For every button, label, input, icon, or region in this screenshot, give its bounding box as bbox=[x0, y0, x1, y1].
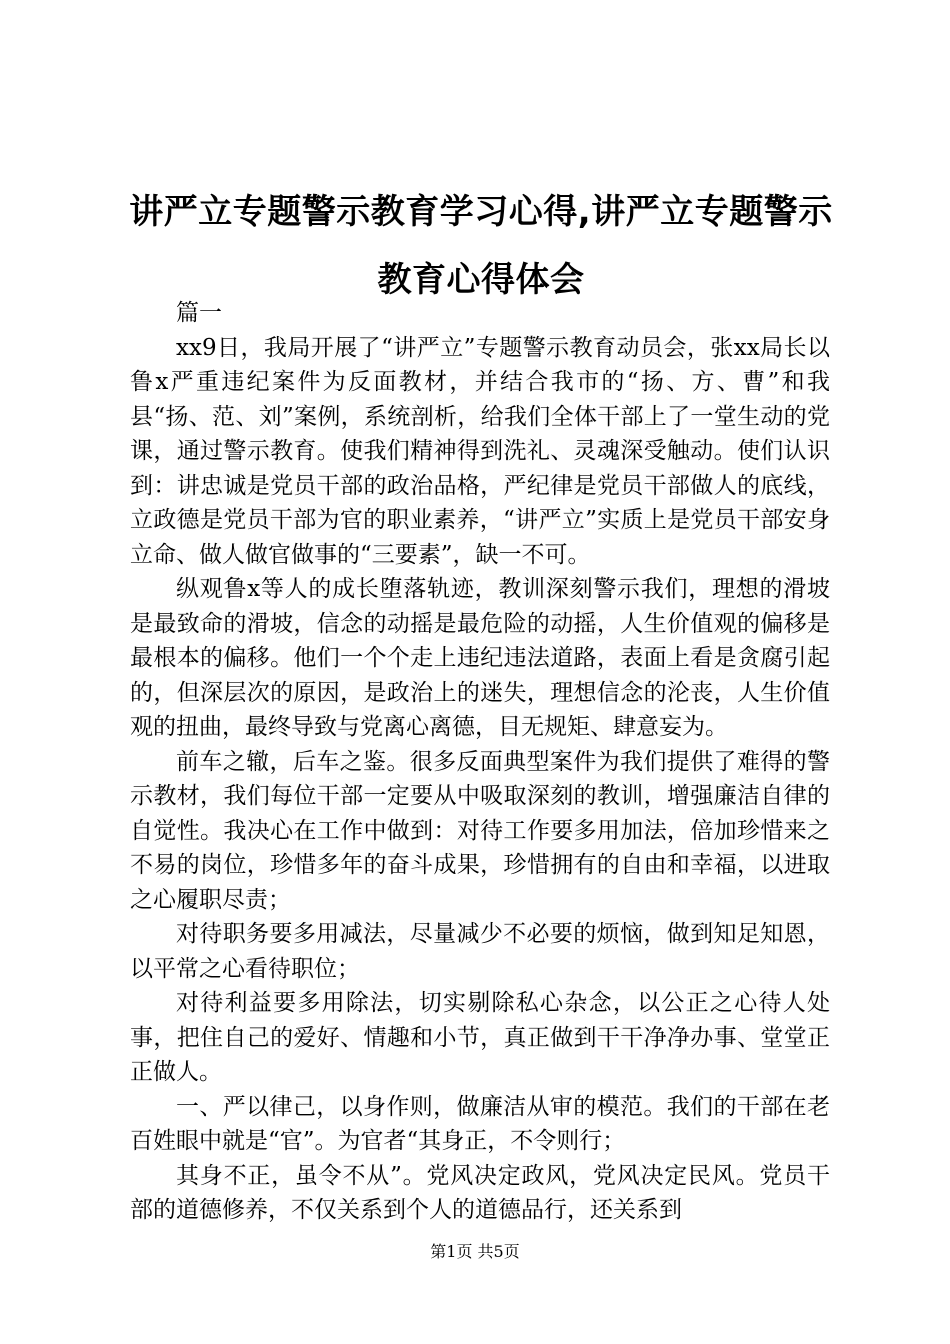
section-label: 篇一 bbox=[176, 300, 222, 326]
paragraph-5: 对待利益要多用除法，切实剔除私心杂念，以公正之心待人处事，把住自己的爱好、情趣和小节，真正做到干干净净办事、堂堂正正做人。 bbox=[130, 990, 830, 1085]
page-footer: 第1页 共5页 bbox=[430, 1242, 520, 1261]
paragraph-1: xx9日，我局开展了“讲严立”专题警示教育动员会，张xx局长以鲁x严重违纪案件为反面教材，并结合我市的“扬、方、曹”和我县“扬、范、刘”案例，系统剖析，给我们全体干部上了一堂生动的党课，通过警示教育。使我们精神得到洗礼、灵魂深受触动。使们认识到：讲忠诚是党员干部的政治品格，严纪律是党员干部做人的底线，立政德是党员干部为官的职业素养，“讲严立”实质上是党员干部安身立命、做人做官做事的“三要素”，缺一不可。 bbox=[130, 334, 830, 568]
paragraph-3: 前车之辙，后车之鉴。很多反面典型案件为我们提供了难得的警示教材，我们每位干部一定要从中吸取深刻的教训，增强廉洁自律的自觉性。我决心在工作中做到：对待工作要多用加法，倍加珍惜来之不易的岗位，珍惜多年的奋斗成果，珍惜拥有的自由和幸福，以进取之心履职尽责； bbox=[130, 748, 830, 913]
document-title: 讲严立专题警示教育学习心得,讲严立专题警示教育心得体会 bbox=[129, 192, 833, 300]
paragraph-2: 纵观鲁x等人的成长堕落轨迹，教训深刻警示我们，理想的滑坡是最致命的滑坡，信念的动摇是最危险的动摇，人生价值观的偏移是最根本的偏移。他们一个个走上违纪违法道路，表面上看是贪腐引起的，但深层次的原因，是政治上的迷失，理想信念的沦丧，人生价值观的扭曲，最终导致与党离心离德，目无规矩、肆意妄为。 bbox=[130, 576, 830, 740]
paragraph-7: 其身不正，虽令不从”。党风决定政风，党风决定民风。党员干部的道德修养，不仅关系到个人的道德品行，还关系到 bbox=[130, 1162, 830, 1223]
document-body bbox=[130, 296, 830, 1228]
paragraph-4: 对待职务要多用减法，尽量减少不必要的烦恼，做到知足知恩，以平常之心看待职位； bbox=[130, 921, 830, 982]
paragraph-6: 一、严以律己，以身作则，做廉洁从审的模范。我们的干部在老百姓眼中就是“官”。为官者“其身正，不令则行； bbox=[130, 1093, 830, 1154]
